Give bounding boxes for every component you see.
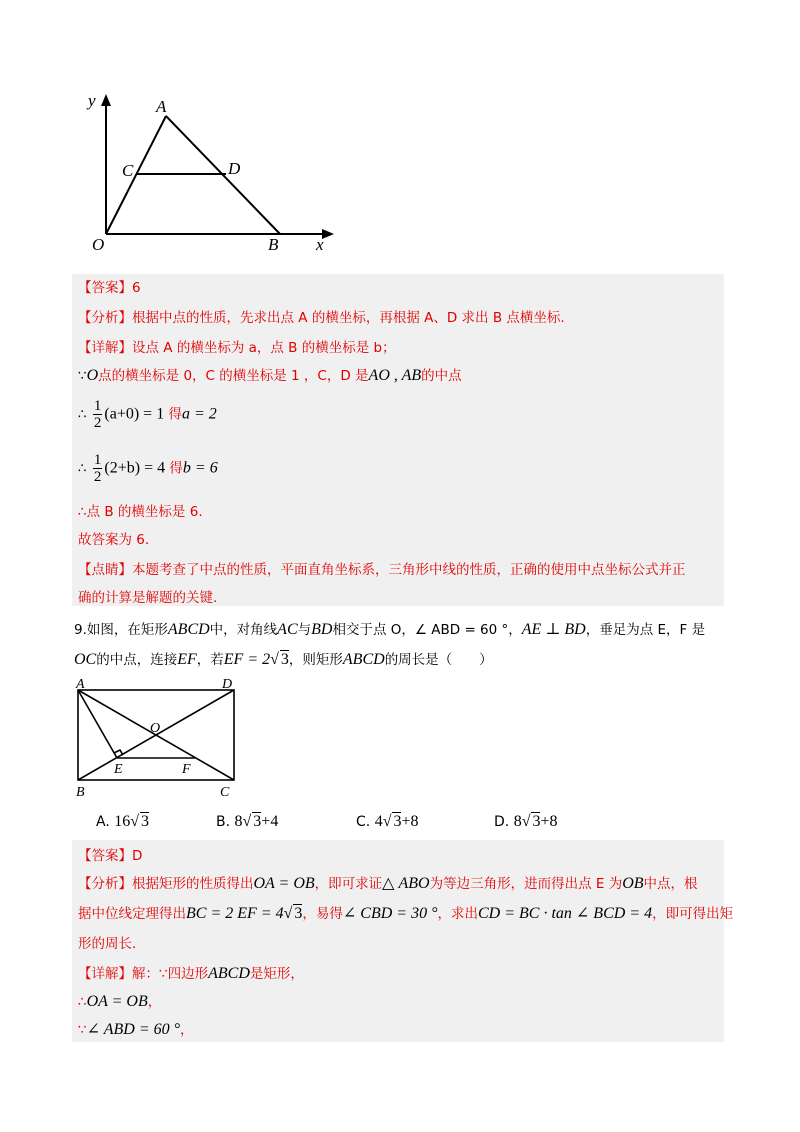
label-A: A	[156, 97, 167, 116]
segment-AE	[78, 690, 117, 758]
label-A: A	[76, 677, 85, 692]
answer-line: 【答案】D	[78, 848, 143, 864]
label-O: O	[150, 721, 161, 736]
comment-line-1: 【点睛】本题考查了中点的性质，平面直角坐标系，三角形中线的性质，正确的使用中点坐标公式并正	[78, 562, 686, 578]
choice-d[interactable]: D. 8√ 3+8	[494, 813, 558, 830]
analysis-line: 【分析】根据中点的性质，先求出点 A 的横坐标，再根据 A、D 求出 B 点横坐标.	[78, 310, 565, 326]
equation-2: ∴ $\frac{1}{2}$ (2+b) = 4 得b = 6	[78, 452, 218, 485]
y-axis-arrow	[101, 94, 111, 106]
analysis-line-1: 【分析】根据矩形的性质得出OA = OB，即可求证△ ABO为等边三角形，进而得出点 E 为OB中点，根	[78, 875, 698, 892]
label-D: D	[228, 159, 241, 178]
label-D: D	[222, 677, 233, 692]
fraction-half: $\frac{1}{2}$	[93, 398, 102, 431]
question-9-line-2: OC的中点，连接EF，若EF = 2√ 3，则矩形ABCD的周长是（ ）	[74, 651, 493, 668]
final-answer-line: 故答案为 6.	[78, 532, 150, 548]
label-C: C	[220, 785, 230, 800]
equation-1: ∴ $\frac{1}{2}$ (a+0) = 1 得a = 2	[78, 398, 217, 431]
question-9-line-1: 9.如图，在矩形ABCD中，对角线AC与BD相交于点 O，∠ ABD = 60 °，AE ⊥ BD，垂足为点 E，F 是	[74, 621, 706, 638]
rectangle-figure	[72, 676, 244, 800]
label-O: O	[92, 235, 105, 254]
label-C: C	[122, 161, 134, 180]
x-axis-arrow	[322, 229, 334, 239]
fraction-half: $\frac{1}{2}$	[93, 452, 102, 485]
detail-line-1: 【详解】解：∵四边形ABCD是矩形，	[78, 965, 304, 982]
label-B: B	[76, 785, 85, 800]
choice-b[interactable]: B. 8√ 3+4	[216, 813, 279, 830]
coordinate-figure	[78, 88, 338, 258]
label-B: B	[268, 235, 279, 254]
because-line: ∵O点的横坐标是 0，C 的横坐标是 1 ，C，D 是AO , AB的中点	[78, 367, 462, 384]
choice-c[interactable]: C. 4√ 3+8	[356, 813, 419, 830]
conclusion-line: ∴点 B 的横坐标是 6.	[78, 504, 203, 520]
label-y: y	[88, 91, 96, 110]
label-E: E	[114, 762, 123, 777]
label-F: F	[182, 762, 191, 777]
solution-block-1	[72, 274, 724, 606]
analysis-line-3: 形的周长.	[78, 936, 137, 952]
detail-line: 【详解】设点 A 的横坐标为 a，点 B 的横坐标是 b；	[78, 340, 396, 356]
comment-line-2: 确的计算是解题的关键.	[78, 590, 218, 606]
label-x: x	[316, 235, 324, 254]
choice-a[interactable]: A. 16√ 3	[96, 813, 150, 830]
answer-line: 【答案】6	[78, 280, 141, 296]
detail-line-2: ∴OA = OB，	[78, 993, 162, 1010]
detail-line-3: ∵∠ ABD = 60 °，	[78, 1021, 194, 1038]
analysis-line-2: 据中位线定理得出BC = 2 EF = 4√ 3，易得∠ CBD = 30 °，求出CD = BC · tan ∠ BCD = 4，即可得出矩	[78, 905, 734, 922]
solution-block-2	[72, 840, 734, 1042]
